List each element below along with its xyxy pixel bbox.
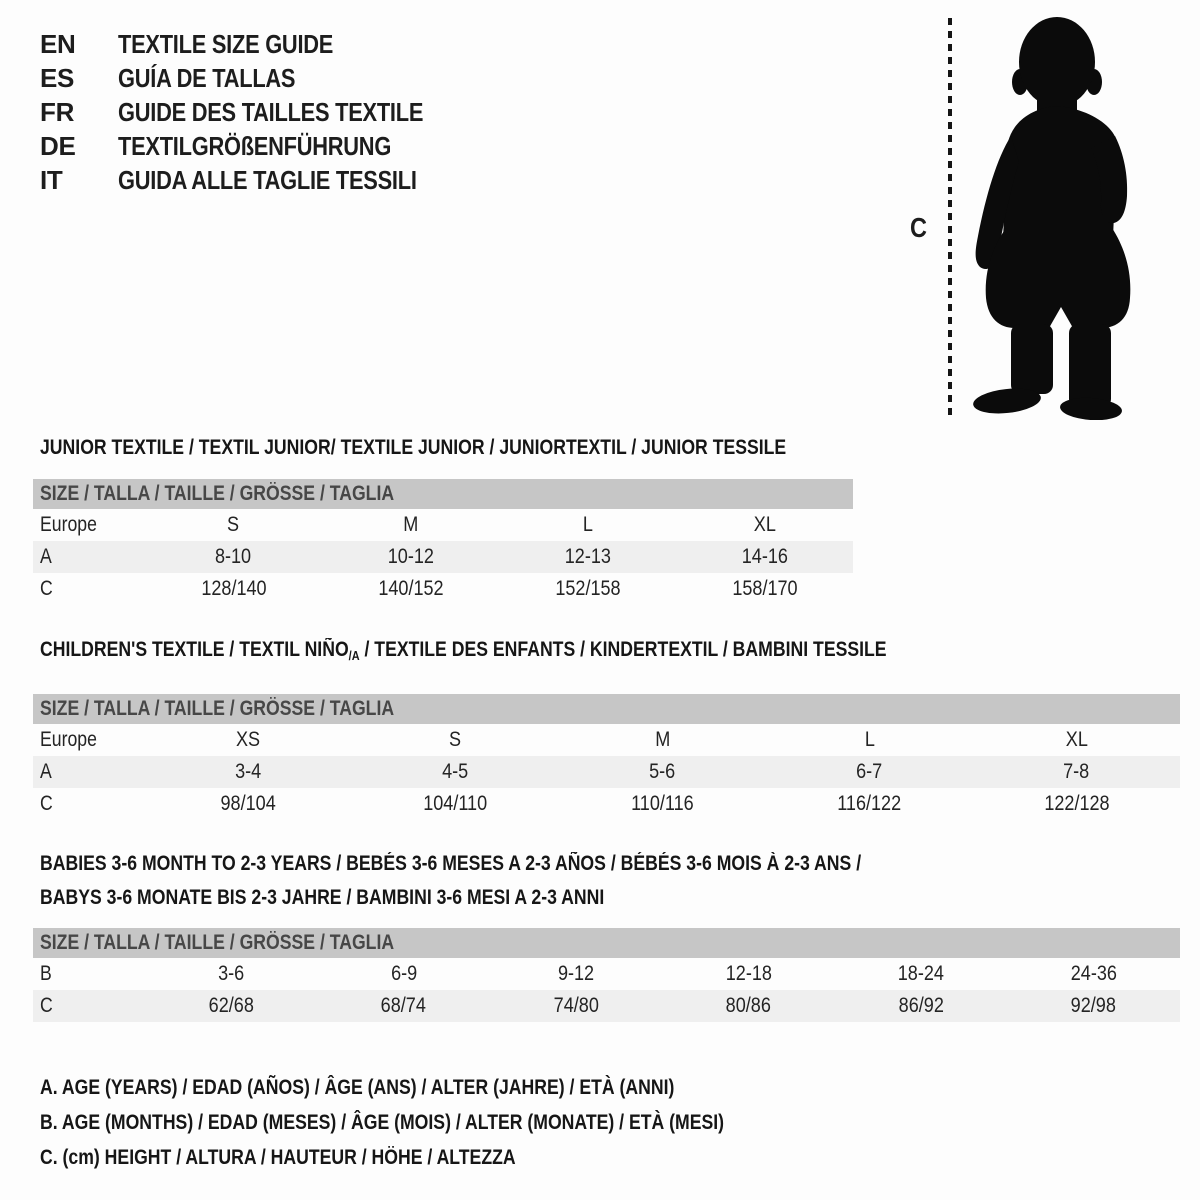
table-row-age [33, 756, 1180, 788]
language-title-list [40, 27, 481, 197]
table-cell: 12-18 [725, 962, 772, 985]
legend-age-months: B. AGE (MONTHS) / EDAD (MESES) / ÂGE (MOIS) / ALTER (MONATE) / ETÀ (MESI) [40, 1111, 725, 1134]
table-cell: 74/80 [553, 994, 599, 1017]
children-textile-section [33, 637, 1180, 820]
table-cell: 9-12 [558, 962, 595, 985]
table-cell: 62/68 [208, 994, 254, 1017]
babies-textile-section [33, 847, 1180, 1022]
table-row-months [33, 958, 1180, 990]
table-cell: 8-10 [215, 545, 252, 568]
table-cell: 68/74 [381, 994, 427, 1017]
guide-title: GUÍA DE TALLAS [118, 62, 296, 93]
table-cell: XS [236, 728, 261, 751]
table-cell: 158/170 [731, 577, 798, 600]
measurement-legend [40, 1070, 854, 1175]
table-row-europe [33, 724, 1180, 756]
table-cell: 98/104 [220, 792, 277, 815]
height-measure-dashed-line [948, 18, 952, 416]
table-cell: 80/86 [726, 994, 772, 1017]
table-cell: S [449, 728, 462, 751]
table-row-europe [33, 509, 853, 541]
language-code: FR [40, 96, 75, 127]
guide-title: GUIDA ALLE TAGLIE TESSILI [118, 164, 417, 195]
table-cell: 86/92 [898, 994, 944, 1017]
size-header-bar: SIZE / TALLA / TAILLE / GRÖSSE / TAGLIA [33, 479, 853, 509]
babies-section-title-line2: BABYS 3-6 MONATE BIS 2-3 JAHRE / BAMBINI 3-6 MESI A 2-3 ANNI [40, 886, 605, 909]
row-label: Europe [40, 513, 97, 536]
row-label: B [40, 962, 52, 985]
size-header-bar: SIZE / TALLA / TAILLE / GRÖSSE / TAGLIA [33, 694, 1180, 724]
title-row-it [40, 163, 481, 197]
guide-title: TEXTILGRÖßENFÜHRUNG [118, 130, 392, 161]
row-label: C [40, 577, 53, 600]
table-row-age [33, 541, 853, 573]
junior-section-title: JUNIOR TEXTILE / TEXTIL JUNIOR/ TEXTILE JUNIOR / JUNIORTEXTIL / JUNIOR TESSILE [40, 436, 787, 459]
table-cell: M [654, 728, 671, 751]
table-cell: 6-9 [390, 962, 417, 985]
nino-a-subscript: /A [348, 648, 360, 663]
table-cell: 110/116 [631, 792, 694, 815]
legend-age-years: A. AGE (YEARS) / EDAD (AÑOS) / ÂGE (ANS) / ALTER (JAHRE) / ETÀ (ANNI) [40, 1076, 675, 1099]
table-row-height [33, 990, 1180, 1022]
babies-section-title-line1: BABIES 3-6 MONTH TO 2-3 YEARS / BEBÉS 3-6 MESES A 2-3 AÑOS / BÉBÉS 3-6 MOIS À 2-3 ANS / [40, 852, 862, 875]
table-cell: 6-7 [856, 760, 883, 783]
table-cell: 4-5 [442, 760, 469, 783]
table-cell: S [227, 513, 240, 536]
table-cell: 24-36 [1070, 962, 1117, 985]
table-cell: 7-8 [1063, 760, 1090, 783]
language-code: DE [40, 130, 76, 161]
table-cell: 18-24 [898, 962, 945, 985]
table-cell: 10-12 [387, 545, 434, 568]
row-label: Europe [40, 728, 97, 751]
table-row-height [33, 788, 1180, 820]
title-row-en [40, 27, 481, 61]
table-cell: 140/152 [377, 577, 444, 600]
table-cell: 5-6 [649, 760, 676, 783]
table-cell: M [402, 513, 419, 536]
baby-silhouette-icon [965, 10, 1140, 420]
table-cell: 3-6 [218, 962, 245, 985]
table-cell: XL [753, 513, 776, 536]
table-cell: 14-16 [741, 545, 788, 568]
size-header-bar: SIZE / TALLA / TAILLE / GRÖSSE / TAGLIA [33, 928, 1180, 958]
table-cell: L [582, 513, 593, 536]
table-cell: 104/110 [423, 792, 488, 815]
language-code: ES [40, 62, 75, 93]
row-label: C [40, 994, 53, 1017]
children-section-title: CHILDREN'S TEXTILE / TEXTIL $NIÑO_{/A}$ / TEXTILE DES ENFANTS / KINDERTEXTIL / BAMBINI TESSILE [40, 638, 887, 663]
row-label: A [40, 545, 52, 568]
table-cell: 92/98 [1071, 994, 1117, 1017]
language-code: IT [40, 164, 63, 195]
row-label: A [40, 760, 52, 783]
legend-height-cm: C. (cm) HEIGHT / ALTURA / HAUTEUR / HÖHE / ALTEZZA [40, 1146, 516, 1169]
table-cell: 128/140 [200, 577, 267, 600]
table-cell: 152/158 [554, 577, 621, 600]
height-measure-label: C [910, 212, 927, 243]
table-cell: 122/128 [1043, 792, 1110, 815]
title-row-de [40, 129, 481, 163]
table-cell: 116/122 [837, 792, 902, 815]
title-row-fr [40, 95, 481, 129]
table-cell: XL [1065, 728, 1088, 751]
table-cell: 3-4 [235, 760, 262, 783]
table-cell: 12-13 [564, 545, 611, 568]
row-label: C [40, 792, 53, 815]
guide-title: GUIDE DES TAILLES TEXTILE [118, 96, 424, 127]
guide-title: TEXTILE SIZE GUIDE [118, 28, 334, 59]
language-code: EN [40, 28, 76, 59]
junior-textile-section [33, 435, 853, 605]
table-cell: L [864, 728, 875, 751]
table-row-height [33, 573, 853, 605]
title-row-es [40, 61, 481, 95]
